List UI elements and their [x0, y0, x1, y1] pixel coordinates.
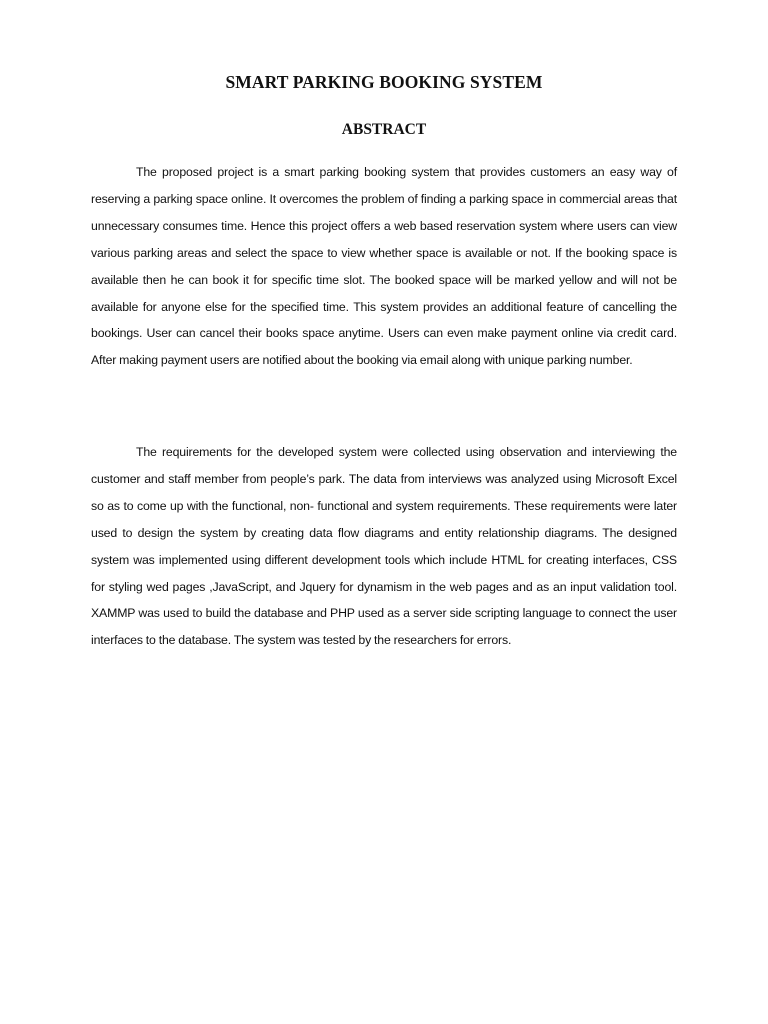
section-heading-abstract: ABSTRACT: [341, 121, 427, 138]
abstract-paragraph-1: The proposed project is a smart parking booking system that provides customers an easy way of reserving a parking space online. It overcomes the problem of finding a parking space in commercial areas that unnecessary consumes time. Hence this project offers a web based reservation system where users can view various parking areas and select the space to view whether space is available or not. If the booking space is available then he can book it for specific time slot. The booked space will be marked yellow and will not be available for anyone else for the specified time. This system provides an additional feature of cancelling the bookings. User can cancel their books space anytime. Users can even make payment online via credit card. After making payment users are notified about the booking via email along with unique parking number.: [91, 165, 677, 368]
document-title: SMART PARKING BOOKING SYSTEM: [225, 72, 543, 92]
abstract-paragraph-2: The requirements for the developed system were collected using observation and interviewing the customer and staff member from people’s park. The data from interviews was analyzed using Microsoft Excel so as to come up with the functional, non- functional and system requirements. These requirements were later used to design the system by creating data flow diagrams and entity relationship diagrams. The designed system was implemented using different development tools which include HTML for creating interfaces, CSS for styling wed pages ,JavaScript, and Jquery for dynamism in the web pages and as an input validation tool. XAMMP was used to build the database and PHP used as a server side scripting language to connect the user interfaces to the database. The system was tested by the researchers for errors.: [91, 445, 677, 648]
